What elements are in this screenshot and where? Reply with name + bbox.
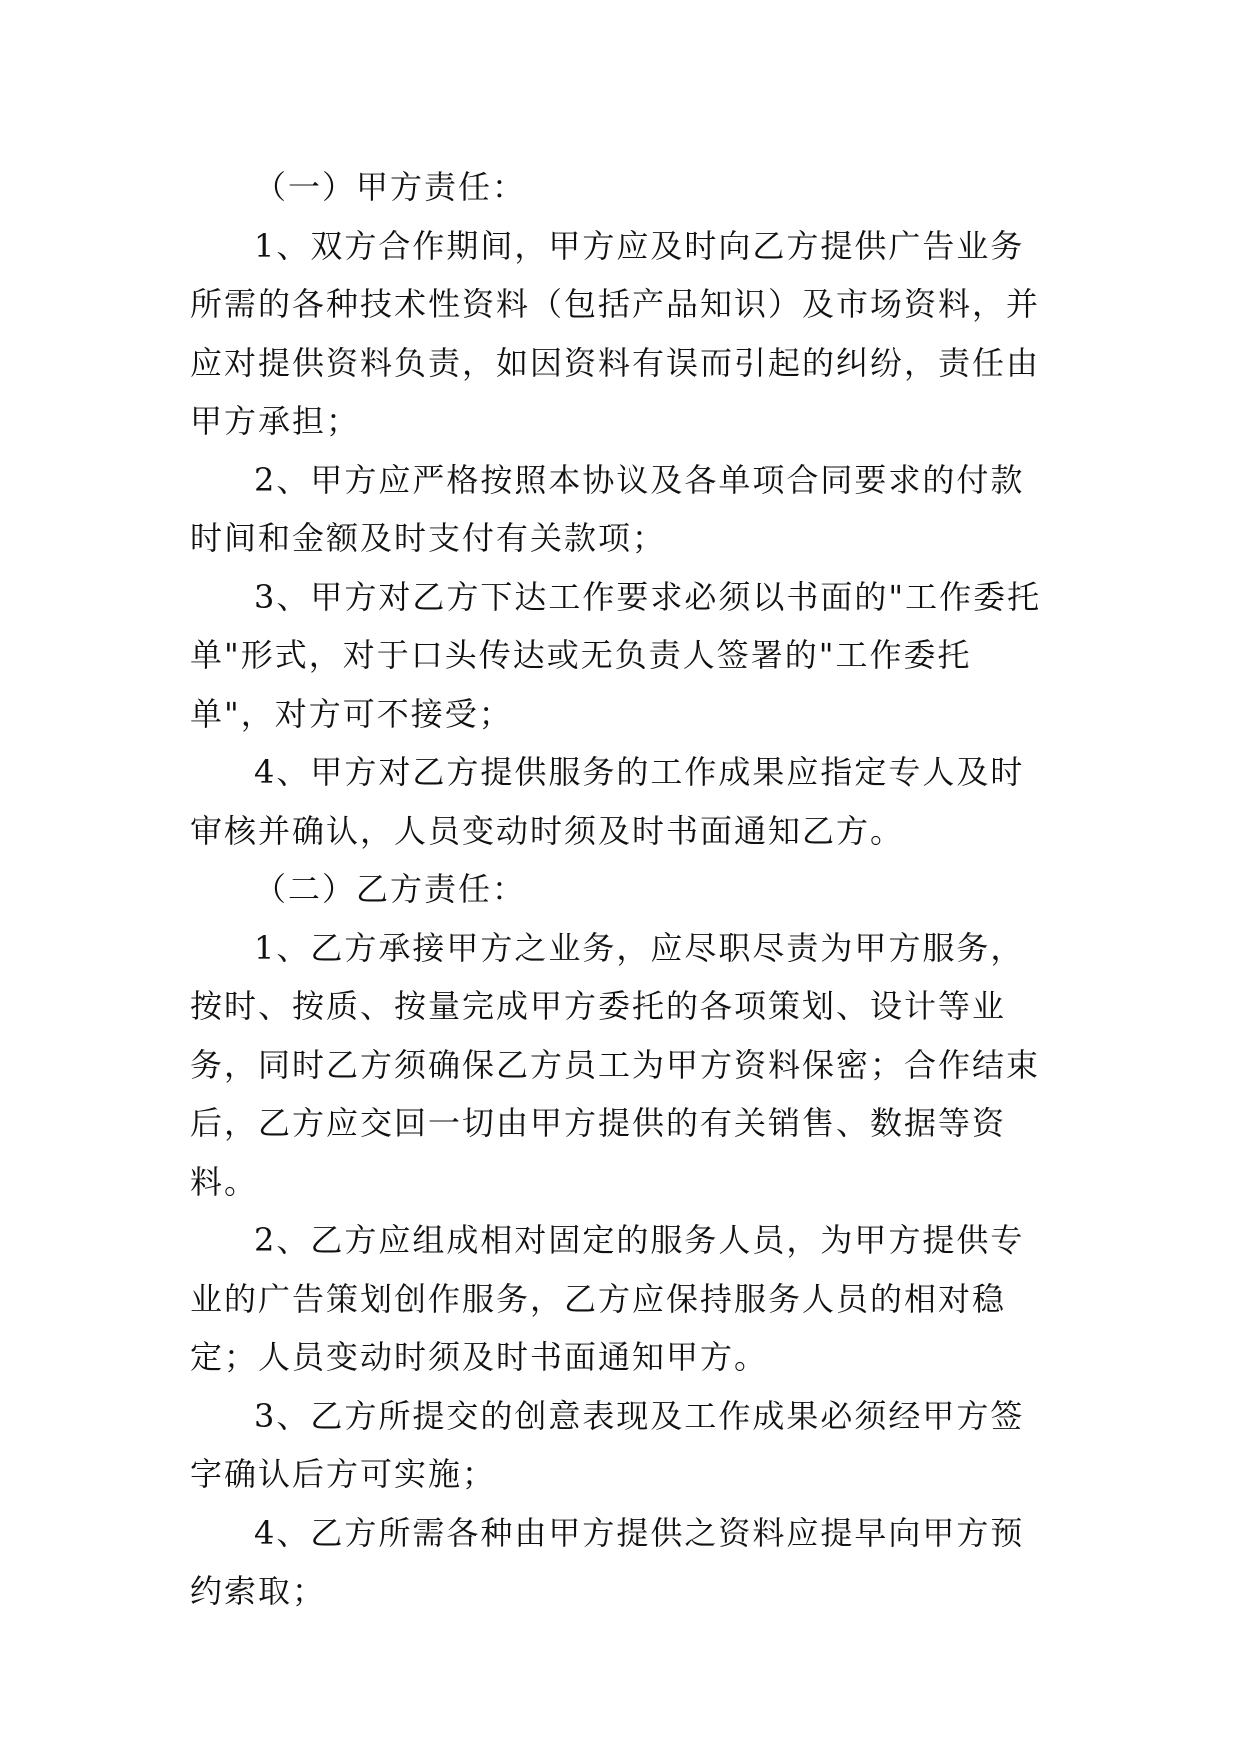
party-a-item-2: 2、甲方应严格按照本协议及各单项合同要求的付款时间和金额及时支付有关款项； bbox=[190, 460, 1025, 557]
section-heading-party-b: （二）乙方责任： bbox=[254, 870, 527, 908]
party-a-item-1: 1、双方合作期间，甲方应及时向乙方提供广告业务所需的各种技术性资料（包括产品知识）及市场资料，并应对提供资料负责，如因资料有误而引起的纠纷，责任由甲方承担； bbox=[190, 226, 1041, 440]
party-a-item-4: 4、甲方对乙方提供服务的工作成果应指定专人及时审核并确认，人员变动时须及时书面通知乙方。 bbox=[190, 753, 1025, 850]
party-b-item-3: 3、乙方所提交的创意表现及工作成果必须经甲方签字确认后方可实施； bbox=[190, 1396, 1025, 1493]
document-body bbox=[190, 158, 1050, 1621]
party-b-item-4: 4、乙方所需各种由甲方提供之资料应提早向甲方预约索取； bbox=[190, 1513, 1025, 1610]
section-heading-party-a: （一）甲方责任： bbox=[254, 168, 527, 206]
party-b-item-2: 2、乙方应组成相对固定的服务人员，为甲方提供专业的广告策划创作服务，乙方应保持服务人员的相对稳定；人员变动时须及时书面通知甲方。 bbox=[190, 1221, 1025, 1376]
party-b-item-1: 1、乙方承接甲方之业务，应尽职尽责为甲方服务，按时、按质、按量完成甲方委托的各项策划、设计等业务，同时乙方须确保乙方员工为甲方资料保密；合作结束后，乙方应交回一切由甲方提供的有关销售、数据等资料。 bbox=[190, 928, 1041, 1201]
party-a-item-3: 3、甲方对乙方下达工作要求必须以书面的"工作委托单"形式，对于口头传达或无负责人签署的"工作委托单"，对方可不接受； bbox=[190, 577, 1042, 733]
